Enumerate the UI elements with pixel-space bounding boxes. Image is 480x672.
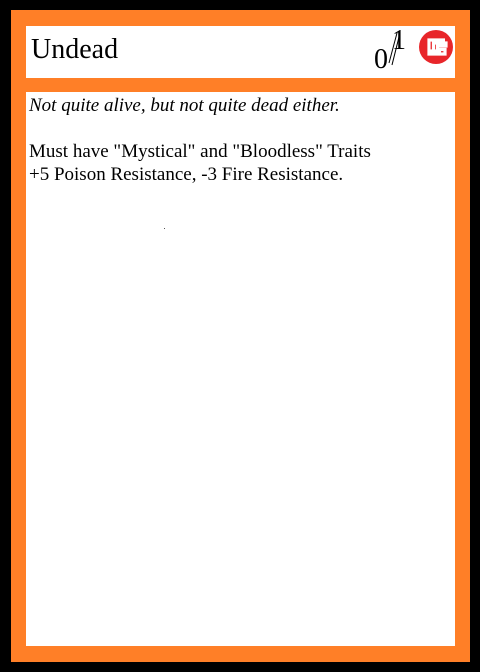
stray-pixel bbox=[164, 228, 165, 229]
card-frame bbox=[11, 10, 470, 662]
card-title: Undead bbox=[31, 34, 119, 65]
flavor-text: Not quite alive, but not quite dead either. bbox=[29, 95, 340, 116]
cost-bottom: 0 bbox=[374, 44, 388, 75]
cost-top: 1 bbox=[392, 25, 406, 56]
card-header bbox=[26, 26, 455, 78]
card-cost bbox=[372, 26, 412, 78]
card-text-box bbox=[26, 92, 455, 646]
rules-text bbox=[29, 140, 371, 186]
red-circle-emblem-icon bbox=[418, 29, 454, 65]
rules-line: +5 Poison Resistance, -3 Fire Resistance. bbox=[29, 164, 344, 185]
rules-line: Must have "Mystical" and "Bloodless" Traits bbox=[29, 141, 371, 162]
